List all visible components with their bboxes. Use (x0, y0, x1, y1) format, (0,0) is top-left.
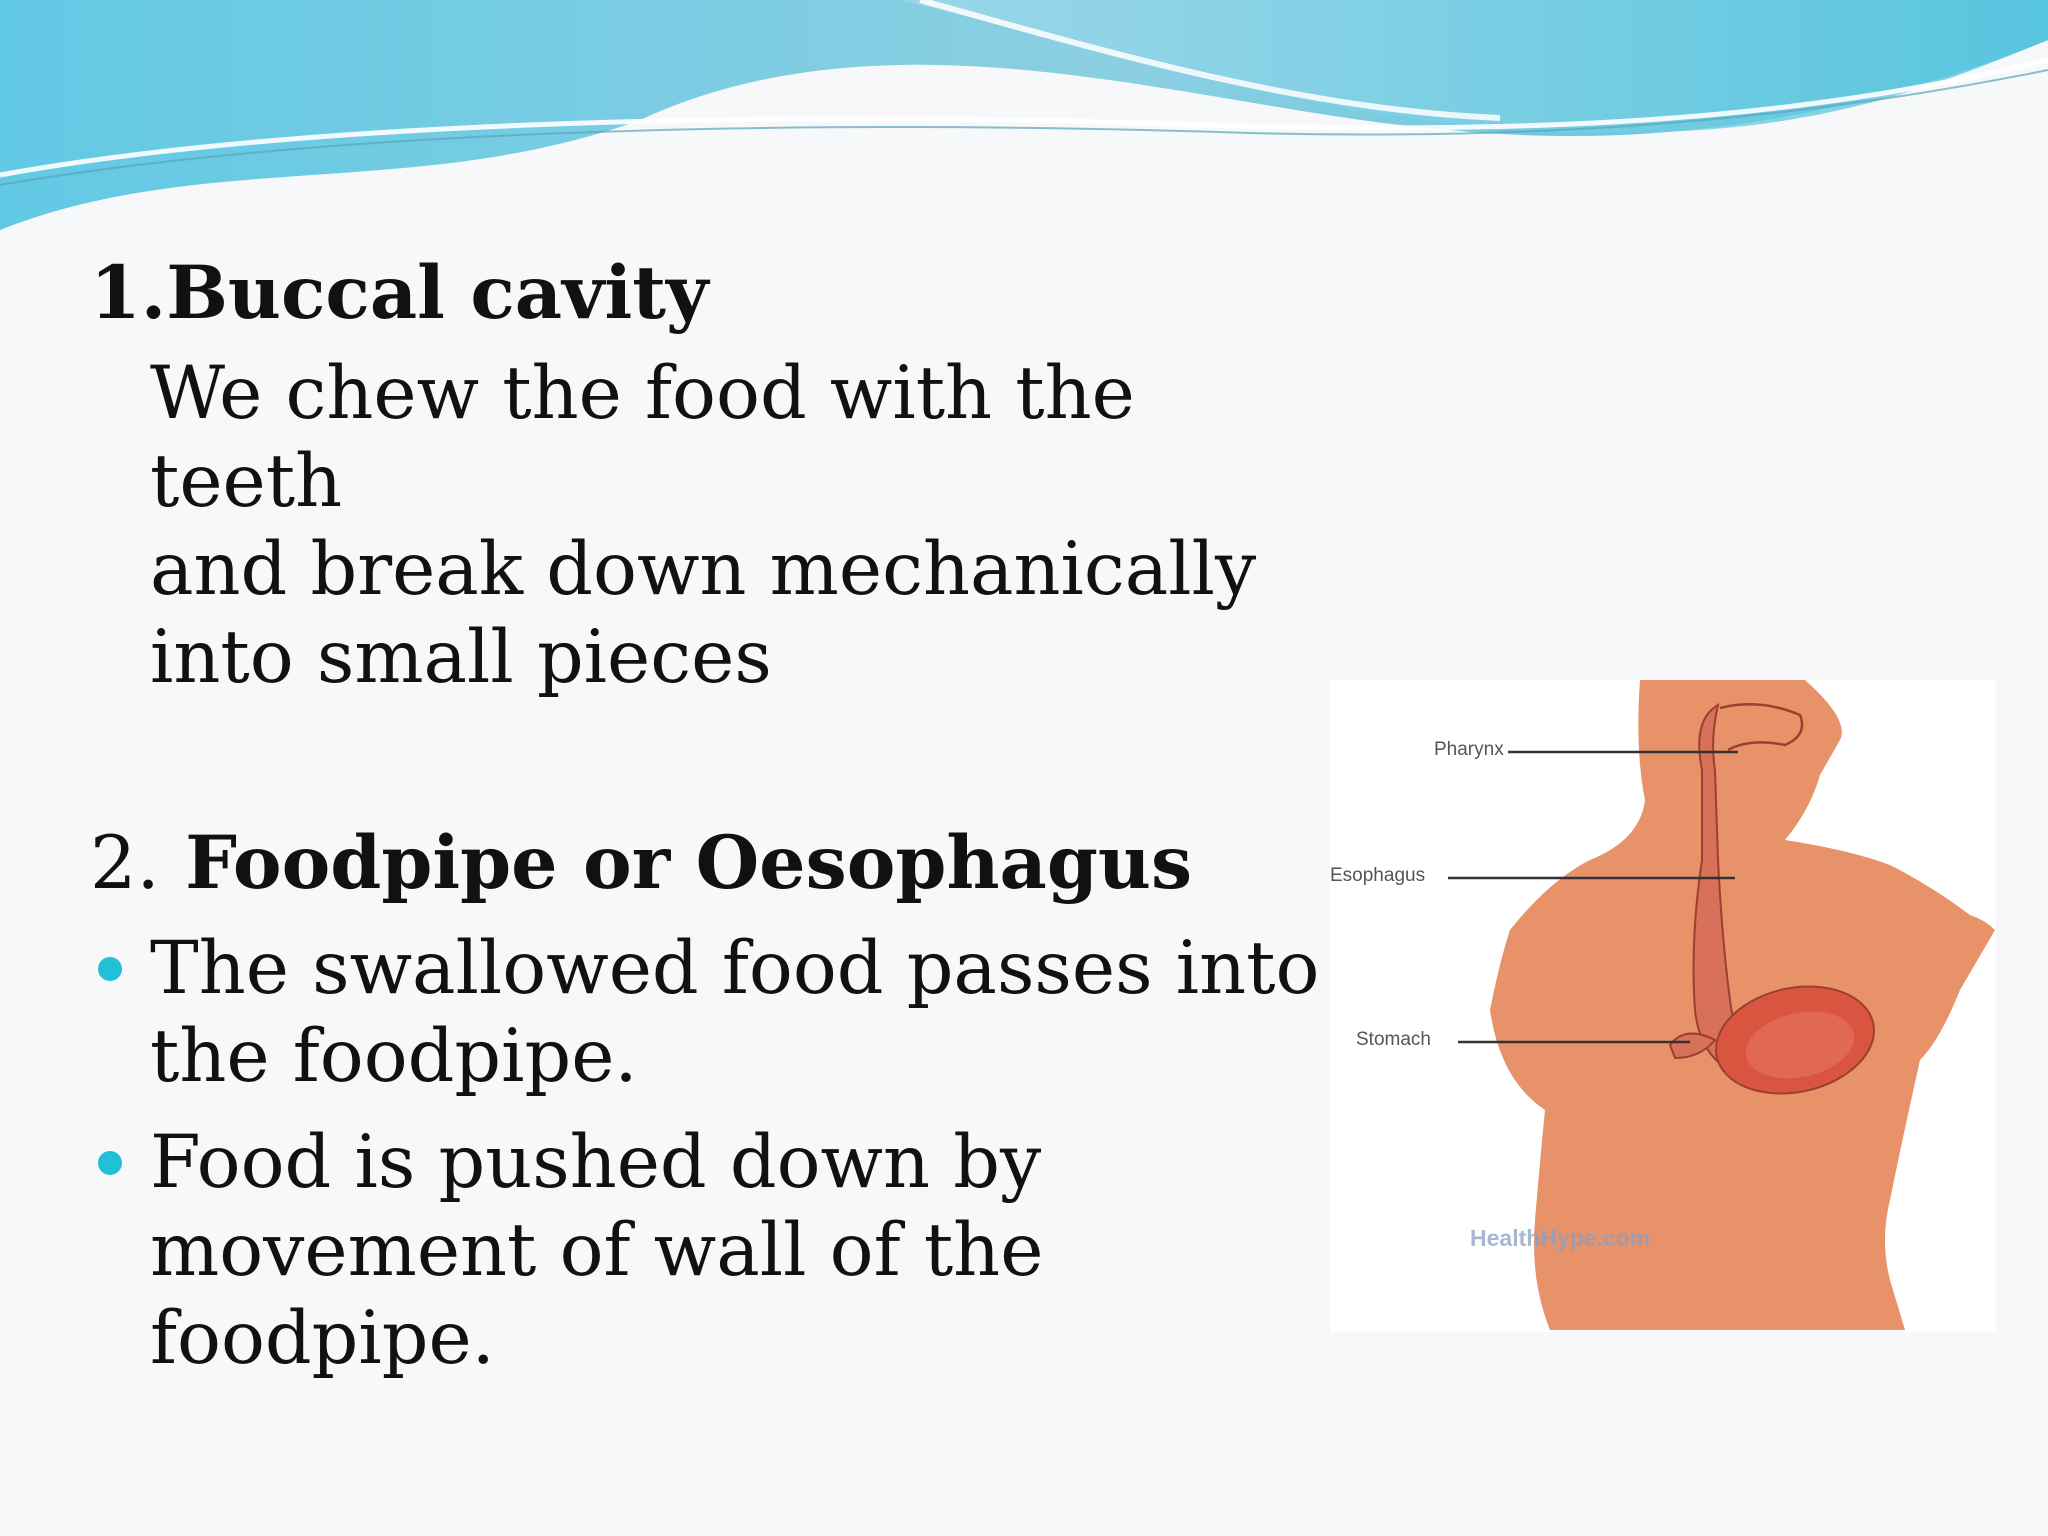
bullet-line: movement of wall of the (150, 1208, 1044, 1294)
esophagus-label: Esophagus (1330, 865, 1426, 886)
bullet-item (90, 1119, 1340, 1383)
pharynx-label: Pharynx (1434, 739, 1504, 760)
body-illustration (1330, 680, 1996, 1332)
section-number: 2. (90, 820, 160, 906)
bullet-item (90, 925, 1340, 1101)
bullet-line: Food is pushed down by (150, 1120, 1042, 1206)
watermark-text: HealthHype.com (1470, 1225, 1651, 1251)
slide-content (90, 250, 1340, 1401)
bullet-line: foodpipe. (150, 1296, 495, 1382)
oesophagus-bullet-list (90, 925, 1340, 1383)
digestive-tract-diagram (1330, 680, 1996, 1332)
bullet-line: the foodpipe. (150, 1014, 638, 1100)
description-line: into small pieces (150, 614, 772, 700)
header-wave-decoration (0, 0, 2048, 240)
description-line: We chew the food with the teeth (150, 350, 1135, 524)
section-title: Foodpipe or Oesophagus (185, 819, 1193, 906)
bullet-icon (98, 957, 122, 981)
stomach-label: Stomach (1356, 1029, 1431, 1050)
buccal-cavity-heading: 1.Buccal cavity (90, 250, 709, 336)
buccal-cavity-description (150, 350, 1340, 702)
bullet-icon (98, 1151, 122, 1175)
description-line: and break down mechanically (150, 526, 1257, 612)
bullet-line: The swallowed food passes into (150, 926, 1320, 1012)
oesophagus-heading (90, 820, 1340, 908)
